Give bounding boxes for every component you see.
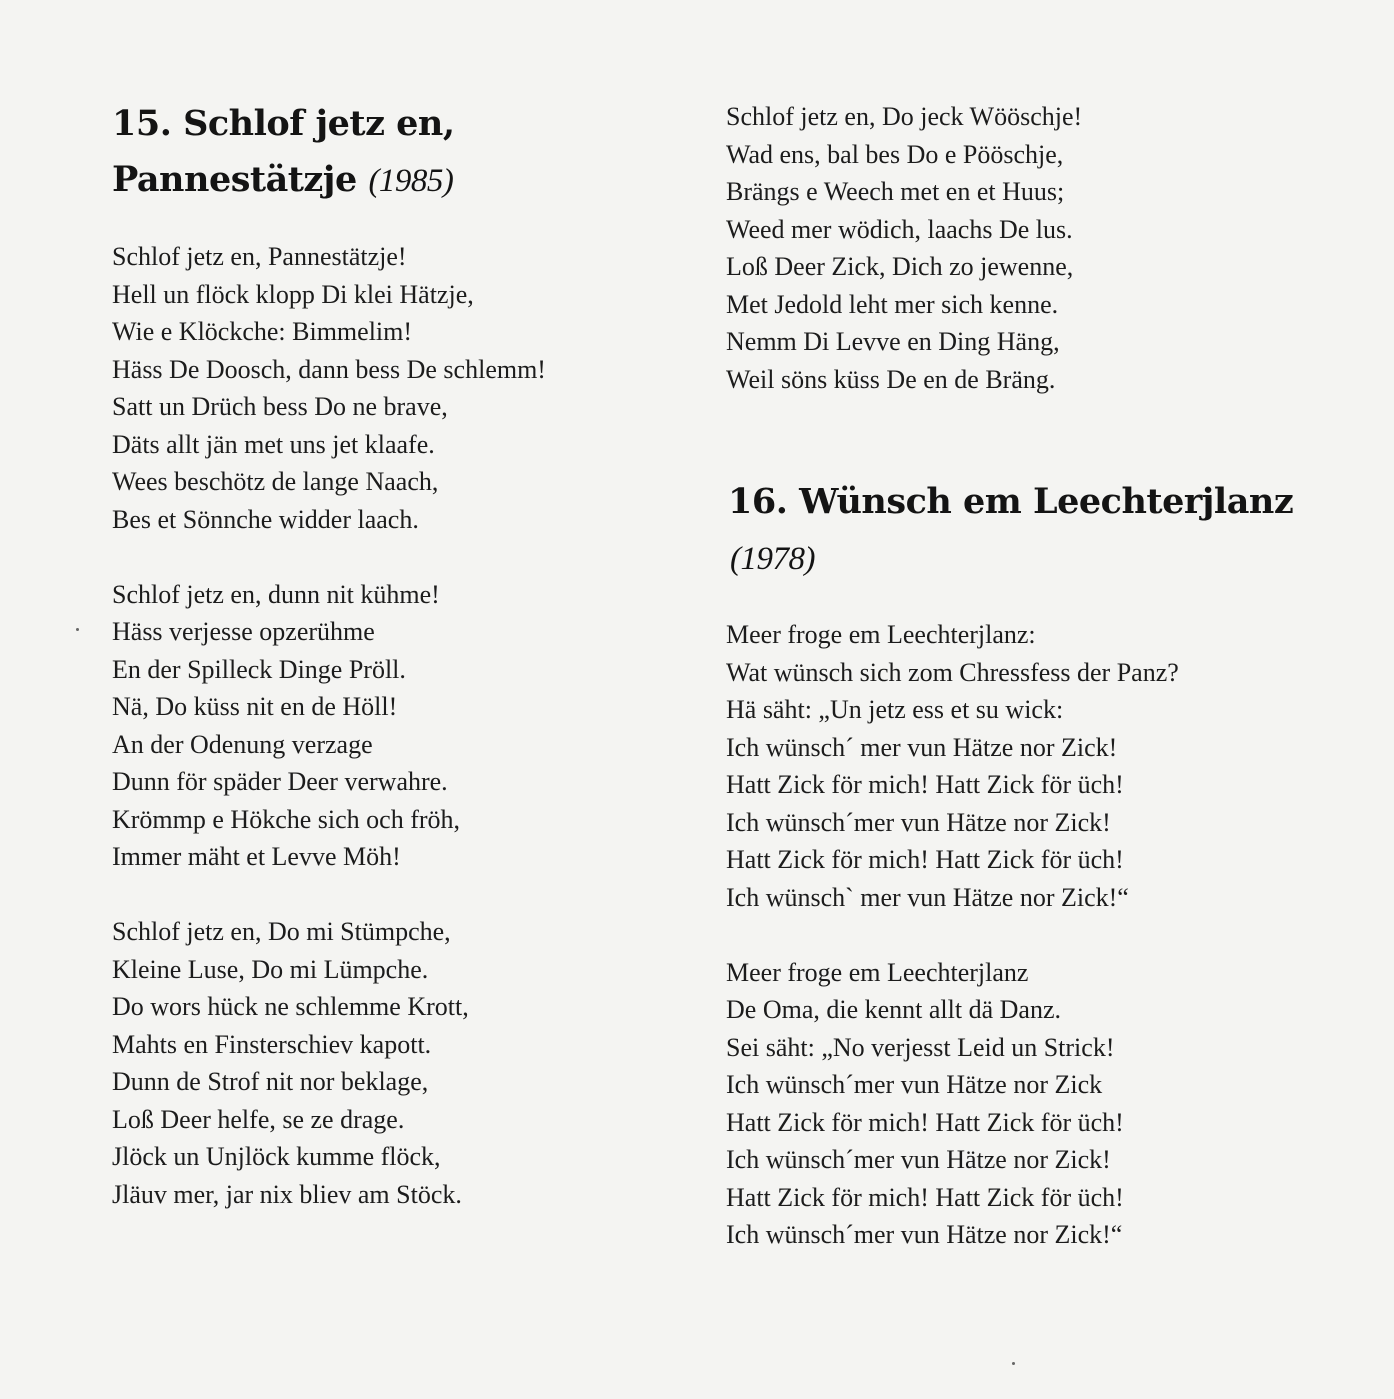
verse-line: Weil söns küss De en de Bräng. bbox=[726, 364, 1056, 394]
song-15-stanza-3 bbox=[112, 913, 546, 1213]
verse-line: Hell un flöck klopp Di klei Hätzje, bbox=[112, 279, 474, 309]
verse-line: Sei säht: „No verjesst Leid un Strick! bbox=[726, 1032, 1115, 1062]
paper-speck bbox=[1012, 1362, 1015, 1365]
verse-line: Ich wünsch` mer vun Hätze nor Zick!“ bbox=[726, 882, 1129, 912]
stanza-gap bbox=[112, 876, 546, 914]
song-16-verses bbox=[726, 616, 1179, 1254]
song-16-year: (1978) bbox=[730, 541, 815, 577]
verse-line: Schlof jetz en, Pannestätzje! bbox=[112, 242, 407, 271]
verse-line: Häss verjesse opzerühme bbox=[112, 617, 375, 646]
song-15-title-line-2: Pannestätzje (1985) bbox=[112, 159, 454, 200]
verse-line: Jläuv mer, jar nix bliev am Stöck. bbox=[112, 1179, 462, 1209]
song-16-stanza-1 bbox=[726, 616, 1179, 916]
verse-line: Hatt Zick för mich! Hatt Zick för üch! bbox=[726, 845, 1124, 874]
verse-line: An der Odenung verzage bbox=[112, 729, 373, 759]
verse-line: Ich wünsch´mer vun Hätze nor Zick! bbox=[726, 1145, 1111, 1174]
verse-line: Immer mäht et Levve Möh! bbox=[112, 842, 401, 871]
verse-line: Meer froge em Leechterjlanz: bbox=[726, 620, 1036, 649]
verse-line: Dunn de Strof nit nor beklage, bbox=[112, 1067, 429, 1096]
verse-line: Mahts en Finsterschiev kapott. bbox=[112, 1029, 432, 1059]
verse-line: Wat wünsch sich zom Chressfess der Panz? bbox=[726, 657, 1179, 687]
verse-line: Häss De Doosch, dann bess De schlemm! bbox=[112, 354, 546, 384]
verse-line: Wees beschötz de lange Naach, bbox=[112, 467, 439, 496]
verse-line: Brängs e Weech met en et Huus; bbox=[726, 177, 1065, 206]
verse-line: Hatt Zick för mich! Hatt Zick för üch! bbox=[726, 1107, 1124, 1137]
verse-line: Nä, Do küss nit en de Höll! bbox=[112, 692, 398, 721]
song-16-title: 16. Wünsch em Leechterjlanz bbox=[728, 481, 1294, 522]
verse-line: Loß Deer helfe, se ze drage. bbox=[112, 1104, 405, 1134]
verse-line: Ich wünsch´mer vun Hätze nor Zick! bbox=[726, 807, 1111, 837]
stanza-gap bbox=[112, 538, 546, 576]
song-15-title-line-1: 15. Schlof jetz en, bbox=[112, 103, 455, 144]
song-15-stanza-2 bbox=[112, 576, 546, 876]
verse-line: Wie e Klöckche: Bimmelim! bbox=[112, 317, 413, 346]
verse-line: Schlof jetz en, Do jeck Wööschje! bbox=[726, 102, 1083, 131]
verse-line: Nemm Di Levve en Ding Häng, bbox=[726, 327, 1060, 356]
song-15-verses bbox=[112, 238, 546, 1213]
verse-line: Bes et Sönnche widder laach. bbox=[112, 504, 419, 534]
verse-line: De Oma, die kennt allt dä Danz. bbox=[726, 995, 1061, 1024]
song-15-stanza-1 bbox=[112, 238, 546, 538]
verse-line: Met Jedold leht mer sich kenne. bbox=[726, 289, 1059, 319]
verse-line: Dunn för späder Deer verwahre. bbox=[112, 767, 448, 796]
verse-line: Weed mer wödich, laachs De lus. bbox=[726, 214, 1073, 244]
verse-line: Wad ens, bal bes Do e Pööschje, bbox=[726, 139, 1064, 169]
verse-line: Satt un Drüch bess Do ne brave, bbox=[112, 392, 448, 421]
verse-line: Meer froge em Leechterjlanz bbox=[726, 957, 1029, 987]
verse-line: Ich wünsch´mer vun Hätze nor Zick!“ bbox=[726, 1220, 1123, 1249]
verse-line: Hatt Zick för mich! Hatt Zick för üch! bbox=[726, 1182, 1124, 1212]
verse-line: Hatt Zick för mich! Hatt Zick för üch! bbox=[726, 770, 1124, 799]
verse-line: Schlof jetz en, Do mi Stümpche, bbox=[112, 917, 451, 946]
verse-line: Jlöck un Unjlöck kumme flöck, bbox=[112, 1142, 441, 1171]
paper-speck bbox=[76, 628, 79, 631]
verse-line: Hä säht: „Un jetz ess et su wick: bbox=[726, 695, 1064, 724]
verse-line: Däts allt jän met uns jet klaafe. bbox=[112, 429, 435, 459]
song-16-stanza-2 bbox=[726, 954, 1179, 1254]
song-15-year: (1985) bbox=[368, 163, 454, 199]
verse-line: Ich wünsch´mer vun Hätze nor Zick bbox=[726, 1070, 1103, 1099]
verse-line: Krömmp e Hökche sich och fröh, bbox=[112, 804, 461, 834]
verse-line: Do wors hück ne schlemme Krott, bbox=[112, 992, 469, 1021]
verse-line: Schlof jetz en, dunn nit kühme! bbox=[112, 579, 440, 609]
stanza-gap bbox=[726, 916, 1179, 954]
verse-line: Kleine Luse, Do mi Lümpche. bbox=[112, 954, 429, 984]
verse-line: Ich wünsch´ mer vun Hätze nor Zick! bbox=[726, 732, 1118, 762]
song-15-continuation bbox=[726, 98, 1082, 398]
verse-line: En der Spilleck Dinge Pröll. bbox=[112, 654, 406, 684]
verse-line: Loß Deer Zick, Dich zo jewenne, bbox=[726, 252, 1074, 281]
song-15-stanza-4 bbox=[726, 98, 1082, 398]
